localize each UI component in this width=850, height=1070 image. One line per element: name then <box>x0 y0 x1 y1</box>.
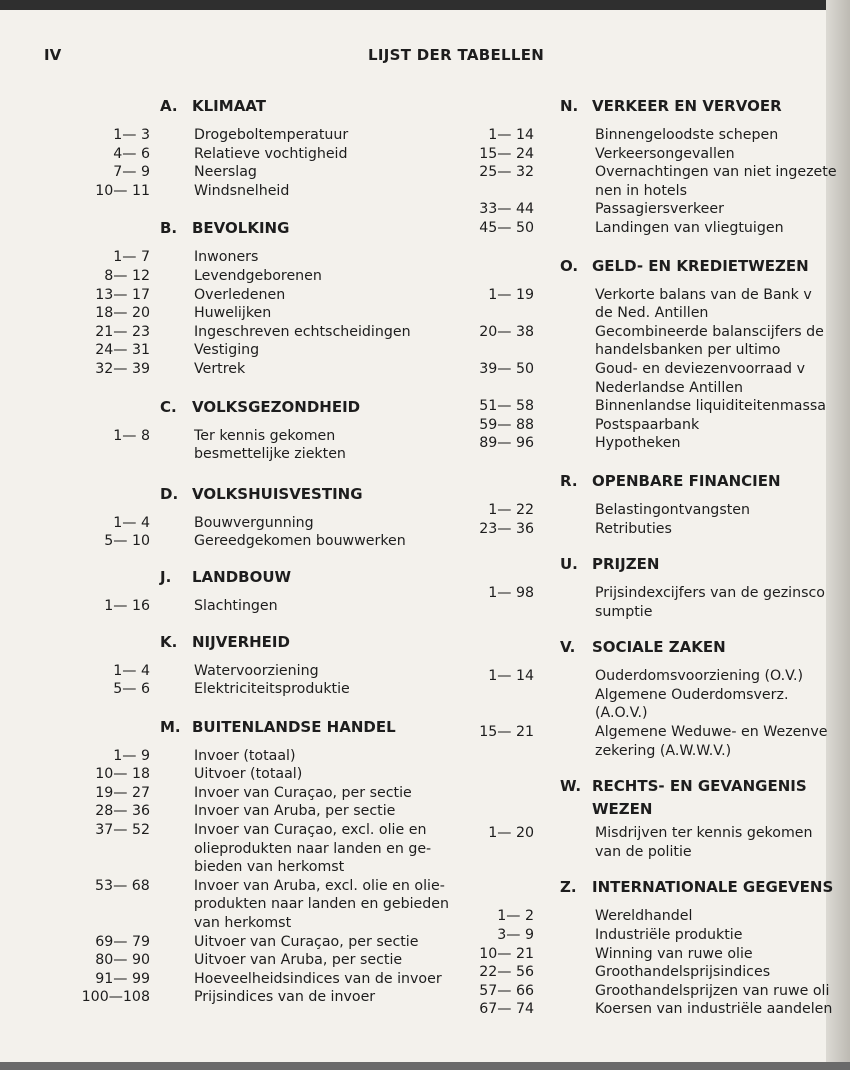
table-range: 4— 6 <box>113 145 150 162</box>
description-line: Invoer van Aruba, per sectie <box>194 803 396 820</box>
section-heading <box>470 252 840 280</box>
table-description <box>595 416 699 435</box>
table-range: 10— 21 <box>479 945 534 962</box>
table-range: 69— 79 <box>95 933 150 950</box>
description-line: Ter kennis gekomen <box>194 427 336 444</box>
section-letter: B. <box>160 219 178 238</box>
section-letter: A. <box>160 97 178 115</box>
description-line: Algemene Weduwe- en Wezenve <box>595 724 828 741</box>
section-letter: R. <box>560 471 578 490</box>
toc-section <box>470 772 840 861</box>
table-entry[interactable] <box>44 304 449 323</box>
section-heading <box>470 633 840 661</box>
section-letter: N. <box>560 97 579 115</box>
description-line: Verkeersongevallen <box>595 145 735 162</box>
toc-section <box>470 92 840 238</box>
description-line: van herkomst <box>193 915 292 932</box>
description-line: Landingen van vliegtuigen <box>595 219 784 236</box>
table-description <box>194 514 314 533</box>
table-entry[interactable] <box>44 267 449 286</box>
table-range: 15— 21 <box>479 724 534 741</box>
section-title: INTERNATIONALE GEGEVENS <box>592 878 834 897</box>
table-range: 1— 14 <box>488 668 534 685</box>
table-description <box>194 747 296 766</box>
description-line: de Ned. Antillen <box>595 305 709 322</box>
table-description <box>595 982 829 1001</box>
table-entry[interactable] <box>44 286 449 305</box>
table-entry[interactable] <box>470 200 840 219</box>
toc-section <box>470 467 840 538</box>
table-entry[interactable] <box>470 501 840 520</box>
table-entry[interactable] <box>470 824 840 861</box>
section-title: RECHTS- EN GEVANGENIS <box>592 777 807 796</box>
table-range: 1— 19 <box>488 286 534 303</box>
section-heading <box>470 467 840 495</box>
description-line: Relatieve vochtigheid <box>194 145 348 162</box>
description-line: Overnachtingen van niet ingezete <box>595 164 837 181</box>
description-line: Elektriciteitsproduktie <box>194 681 350 698</box>
table-entry[interactable] <box>470 584 840 621</box>
table-description <box>595 360 805 397</box>
table-description <box>595 397 826 416</box>
table-entry[interactable] <box>44 933 449 952</box>
description-line: Belastingontvangsten <box>595 501 750 518</box>
table-description <box>595 926 742 945</box>
table-entry[interactable] <box>470 434 840 453</box>
description-line: Drogeboltemperatuur <box>194 127 349 143</box>
table-description <box>194 784 412 803</box>
table-description <box>194 802 395 821</box>
table-entry[interactable] <box>470 1000 840 1019</box>
table-range: 1— 22 <box>488 501 534 518</box>
description-line: Hoeveelheidsindices van de invoer <box>194 970 442 987</box>
section-heading <box>44 393 449 421</box>
table-entry[interactable] <box>470 126 840 145</box>
section-heading <box>470 92 840 120</box>
section-title: NIJVERHEID <box>192 632 290 651</box>
left-column <box>44 92 449 1007</box>
table-entry[interactable] <box>44 163 449 182</box>
table-range: 1— 8 <box>113 427 150 444</box>
description-line: Koersen van industriële aandelen <box>595 1001 833 1018</box>
description-line: Prijsindices van de invoer <box>194 989 376 1006</box>
description-line: Neerslag <box>194 164 257 181</box>
toc-section <box>44 563 449 616</box>
table-entry[interactable] <box>44 341 449 360</box>
section-title: SOCIALE ZAKEN <box>592 638 726 657</box>
table-range: 53— 68 <box>95 877 150 894</box>
section-title: VOLKSHUISVESTING <box>192 484 363 503</box>
table-description <box>194 267 322 286</box>
description-line: Levendgeborenen <box>194 267 322 284</box>
description-line: handelsbanken per ultimo <box>595 342 781 359</box>
table-range: 67— 74 <box>479 1001 534 1018</box>
table-range: 15— 24 <box>479 145 534 162</box>
description-line: Retributies <box>595 520 672 537</box>
table-range: 1— 20 <box>488 825 534 842</box>
table-range: 57— 66 <box>479 982 534 999</box>
table-entry[interactable] <box>44 802 449 821</box>
section-heading <box>44 628 449 656</box>
description-line: nen in hotels <box>595 182 687 199</box>
table-description <box>595 963 770 982</box>
description-line: Uitvoer van Curaçao, per sectie <box>194 933 419 950</box>
table-entry[interactable] <box>44 597 449 616</box>
table-description <box>595 126 778 145</box>
table-description <box>595 667 803 723</box>
toc-section <box>470 252 840 453</box>
table-entry[interactable] <box>470 323 840 360</box>
table-description <box>194 323 411 342</box>
table-description <box>595 145 735 164</box>
table-description <box>194 248 258 267</box>
table-description <box>194 145 348 164</box>
description-line: Groothandelsprijzen van ruwe oli <box>595 982 830 999</box>
description-line: Ingeschreven echtscheidingen <box>194 323 411 340</box>
section-title-continued: WEZEN <box>592 800 653 819</box>
description-line: Invoer van Aruba, excl. olie en olie- <box>193 877 445 894</box>
table-range: 3— 9 <box>497 927 534 944</box>
table-description <box>194 680 350 699</box>
table-description <box>194 304 271 323</box>
toc-section <box>470 873 840 1019</box>
description-line: Gereedgekomen bouwwerken <box>194 533 406 550</box>
table-range: 1— 98 <box>488 585 534 602</box>
description-line: Industriële produktie <box>595 927 743 944</box>
table-range: 1— 3 <box>113 127 150 143</box>
table-entry[interactable] <box>44 680 449 699</box>
toc-section <box>470 550 840 621</box>
section-letter: V. <box>560 638 576 657</box>
table-range: 91— 99 <box>95 970 150 987</box>
table-description <box>194 532 406 551</box>
table-description <box>194 970 442 989</box>
description-line: van de politie <box>595 843 692 860</box>
table-range: 33— 44 <box>479 201 534 218</box>
description-line: Overledenen <box>194 286 286 303</box>
table-entry[interactable] <box>44 126 449 145</box>
table-range: 1— 9 <box>113 747 150 764</box>
table-entry[interactable] <box>470 926 840 945</box>
section-letter: K. <box>160 632 178 651</box>
description-line: Wereldhandel <box>595 908 693 925</box>
table-description <box>595 723 828 760</box>
table-entry[interactable] <box>470 963 840 982</box>
table-description <box>194 286 285 305</box>
section-title: VOLKSGEZONDHEID <box>192 397 361 416</box>
table-range: 80— 90 <box>95 952 150 969</box>
section-letter: Z. <box>560 878 577 897</box>
section-title: VERKEER EN VERVOER <box>592 97 782 115</box>
table-range: 1— 7 <box>113 249 150 266</box>
section-heading <box>44 713 449 741</box>
table-entry[interactable] <box>44 182 449 201</box>
table-entry[interactable] <box>44 514 449 533</box>
table-entry[interactable] <box>44 747 449 766</box>
table-range: 1— 2 <box>497 908 534 925</box>
section-title: PRIJZEN <box>592 555 660 574</box>
table-description <box>595 945 753 964</box>
table-range: 1— 14 <box>488 127 534 143</box>
table-description <box>194 821 431 877</box>
table-entry[interactable] <box>470 145 840 164</box>
table-description <box>595 219 784 238</box>
table-entry[interactable] <box>44 988 449 1007</box>
section-heading <box>470 550 840 578</box>
table-description <box>194 662 319 681</box>
table-description <box>194 951 402 970</box>
table-range: 39— 50 <box>479 360 534 377</box>
table-entry[interactable] <box>44 427 449 464</box>
table-entry[interactable] <box>470 219 840 238</box>
section-letter: U. <box>560 555 578 574</box>
table-range: 32— 39 <box>95 360 150 377</box>
table-range: 1— 4 <box>113 514 150 531</box>
table-entry[interactable] <box>44 662 449 681</box>
table-description <box>194 988 375 1007</box>
scan-top-edge <box>0 0 850 10</box>
description-line: Invoer van Curaçao, per sectie <box>194 784 412 801</box>
table-entry[interactable] <box>470 397 840 416</box>
table-entry[interactable] <box>44 784 449 803</box>
table-description <box>194 182 289 201</box>
description-line: Inwoners <box>194 249 259 266</box>
table-range: 5— 10 <box>104 533 150 550</box>
table-entry[interactable] <box>44 323 449 342</box>
toc-section <box>44 480 449 551</box>
table-range: 18— 20 <box>95 305 150 322</box>
table-range: 8— 12 <box>104 267 150 284</box>
table-description <box>595 520 672 539</box>
table-range: 51— 58 <box>479 398 534 415</box>
description-line: Nederlandse Antillen <box>595 379 743 396</box>
table-entry[interactable] <box>470 907 840 926</box>
table-range: 10— 11 <box>95 182 150 199</box>
table-description <box>194 765 302 784</box>
description-line: Watervoorziening <box>194 662 319 679</box>
description-line: besmettelijke ziekten <box>194 446 346 463</box>
section-heading <box>44 92 449 120</box>
description-line: Hypotheken <box>595 435 681 452</box>
section-title: BUITENLANDSE HANDEL <box>192 717 396 736</box>
toc-section <box>44 92 449 200</box>
description-line: Passagiersverkeer <box>595 201 724 218</box>
description-line: Huwelijken <box>194 305 272 322</box>
table-range: 21— 23 <box>95 323 150 340</box>
right-column <box>470 92 840 1019</box>
description-line: Groothandelsprijsindices <box>595 964 771 981</box>
table-entry[interactable] <box>44 145 449 164</box>
table-entry[interactable] <box>44 951 449 970</box>
description-line: olieprodukten naar landen en ge- <box>194 840 432 857</box>
table-range: 1— 16 <box>104 597 150 614</box>
section-letter: W. <box>560 777 582 796</box>
toc-section <box>470 633 840 760</box>
table-entry[interactable] <box>470 163 840 200</box>
table-range: 22— 56 <box>479 964 534 981</box>
description-line: Invoer van Curaçao, excl. olie en <box>194 822 427 839</box>
table-range: 10— 18 <box>95 766 150 783</box>
description-line: sumptie <box>595 603 653 620</box>
section-heading <box>470 772 840 800</box>
table-range: 24— 31 <box>95 342 150 359</box>
toc-section <box>44 628 449 699</box>
table-entry[interactable] <box>470 723 840 760</box>
section-title: KLIMAAT <box>192 97 266 115</box>
description-line: Vestiging <box>194 342 260 359</box>
table-description <box>595 163 837 200</box>
table-entry[interactable] <box>44 877 449 933</box>
description-line: Binnengeloodste schepen <box>595 127 779 143</box>
table-description <box>194 933 418 952</box>
description-line: Windsnelheid <box>194 182 290 199</box>
toc-section <box>44 393 449 464</box>
table-description <box>595 907 692 926</box>
table-entry[interactable] <box>470 667 840 723</box>
section-title: LANDBOUW <box>192 567 292 586</box>
section-title: OPENBARE FINANCIEN <box>592 471 781 490</box>
table-description <box>595 584 825 621</box>
table-range: 28— 36 <box>95 803 150 820</box>
section-letter: J. <box>160 567 172 586</box>
table-description <box>194 126 348 145</box>
table-range: 23— 36 <box>479 520 534 537</box>
description-line: Algemene Ouderdomsverz. <box>595 686 789 703</box>
table-range: 100—108 <box>81 989 150 1006</box>
table-description <box>194 597 278 616</box>
page-number: IV <box>44 46 62 64</box>
table-range: 59— 88 <box>479 416 534 433</box>
table-range: 37— 52 <box>95 822 150 839</box>
table-description <box>595 1000 832 1019</box>
table-entry[interactable] <box>44 360 449 379</box>
section-letter: M. <box>160 717 181 736</box>
table-range: 5— 6 <box>113 681 150 698</box>
description-line: Binnenlandse liquiditeitenmassa <box>595 398 826 415</box>
table-description <box>194 163 257 182</box>
table-entry[interactable] <box>470 945 840 964</box>
table-description <box>194 341 259 360</box>
section-letter: C. <box>160 397 177 416</box>
table-description <box>595 200 724 219</box>
description-line: Ouderdomsvoorziening (O.V.) <box>595 668 804 685</box>
table-entry[interactable] <box>470 416 840 435</box>
table-range: 89— 96 <box>479 435 534 452</box>
table-description <box>595 434 680 453</box>
running-header: LIJST DER TABELLEN <box>368 46 545 64</box>
table-entry[interactable] <box>44 765 449 784</box>
description-line: Verkorte balans van de Bank v <box>595 286 812 303</box>
table-range: 25— 32 <box>479 164 534 181</box>
table-description <box>595 824 813 861</box>
table-range: 19— 27 <box>95 784 150 801</box>
table-entry[interactable] <box>470 286 840 323</box>
table-range: 20— 38 <box>479 323 534 340</box>
description-line: Uitvoer (totaal) <box>194 766 303 783</box>
table-entry[interactable] <box>470 360 840 397</box>
section-heading-cont <box>470 800 840 818</box>
description-line: Goud- en deviezenvoorraad v <box>595 360 805 377</box>
section-title: BEVOLKING <box>192 219 290 238</box>
description-line: Invoer (totaal) <box>194 747 296 764</box>
description-line: Vertrek <box>194 360 246 377</box>
table-entry[interactable] <box>470 982 840 1001</box>
description-line: Gecombineerde balanscijfers de <box>595 323 824 340</box>
table-entry[interactable] <box>44 248 449 267</box>
table-description <box>595 323 824 360</box>
section-letter: D. <box>160 484 179 503</box>
table-description <box>595 286 812 323</box>
table-range: 45— 50 <box>479 219 534 236</box>
scan-bottom-edge <box>0 1062 850 1070</box>
description-line: zekering (A.W.W.V.) <box>595 742 732 759</box>
description-line: Uitvoer van Aruba, per sectie <box>194 952 403 969</box>
description-line: Prijsindexcijfers van de gezinsco <box>595 585 825 602</box>
table-range: 13— 17 <box>95 286 150 303</box>
table-entry[interactable] <box>44 532 449 551</box>
table-range: 1— 4 <box>113 662 150 679</box>
table-description <box>194 360 245 379</box>
description-line: bieden van herkomst <box>194 859 345 876</box>
table-description <box>595 501 750 520</box>
table-entry[interactable] <box>44 970 449 989</box>
table-description <box>194 427 346 464</box>
section-heading <box>44 480 449 508</box>
description-line: produkten naar landen en gebieden <box>193 896 449 913</box>
table-entry[interactable] <box>44 821 449 877</box>
toc-section <box>44 214 449 378</box>
section-heading <box>44 563 449 591</box>
description-line: Winning van ruwe olie <box>595 945 753 962</box>
section-heading <box>470 873 840 901</box>
section-letter: O. <box>560 256 579 275</box>
table-range: 7— 9 <box>113 164 150 181</box>
section-title: GELD- EN KREDIETWEZEN <box>592 256 809 275</box>
table-entry[interactable] <box>470 520 840 539</box>
description-line: (A.O.V.) <box>595 705 648 722</box>
description-line: Bouwvergunning <box>194 514 314 531</box>
table-description <box>194 877 449 933</box>
description-line: Postspaarbank <box>595 416 700 433</box>
toc-section <box>44 713 449 1007</box>
description-line: Slachtingen <box>194 597 278 614</box>
section-heading <box>44 214 449 242</box>
description-line: Misdrijven ter kennis gekomen <box>595 825 813 842</box>
